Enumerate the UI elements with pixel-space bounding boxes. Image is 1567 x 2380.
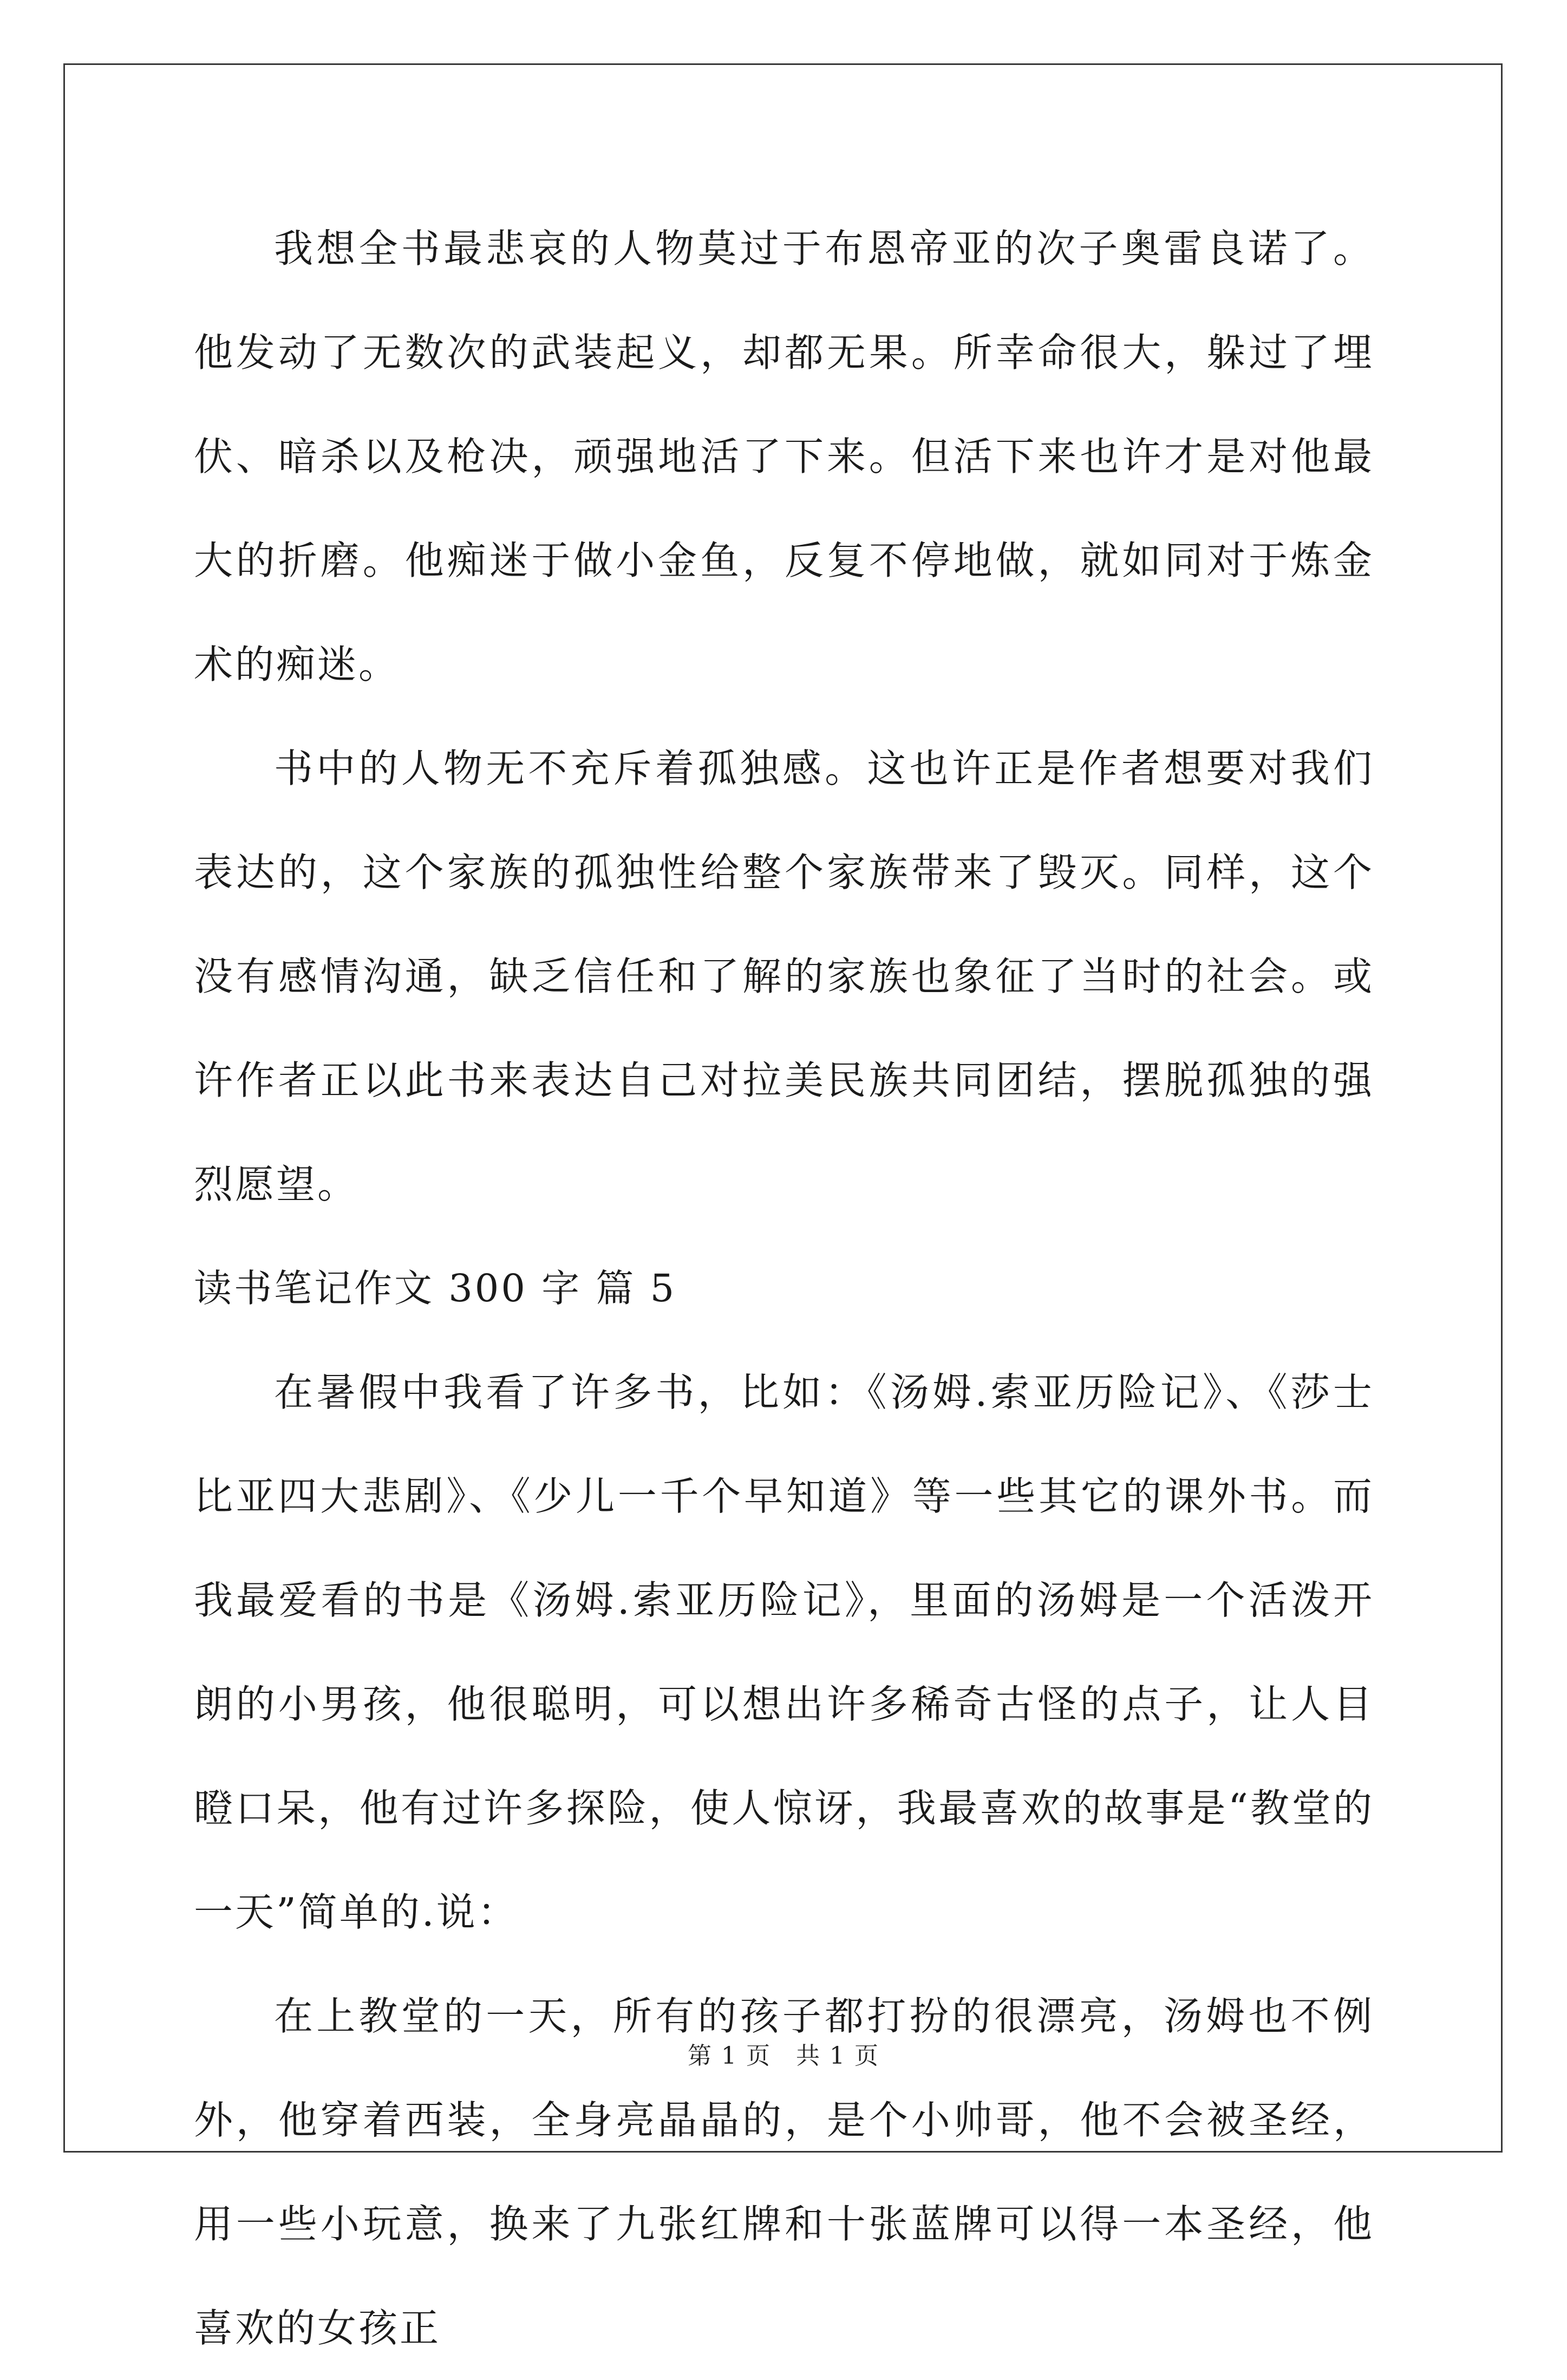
page-number-current: 第 1 页: [688, 2042, 771, 2070]
section-heading: 读书笔记作文 300 字 篇 5: [194, 1266, 677, 1310]
paragraph: 我想全书最悲哀的人物莫过于布恩帝亚的次子奥雷良诺了。他发动了无数次的武装起义，却都无果。所幸命很大，躲过了埋伏、暗杀以及枪决，顽强地活了下来。但活下来也许才是对他最大的折磨。他痴迷于做小金鱼，反复不停地做，就如同对于炼金术的痴迷。: [194, 226, 1374, 687]
paragraph: 书中的人物无不充斥着孤独感。这也许正是作者想要对我们表达的，这个家族的孤独性给整个家族带来了毁灭。同样，这个没有感情沟通，缺乏信任和了解的家族也象征了当时的社会。或许作者正以此书来表达自己对拉美民族共同团结，摆脱孤独的强烈愿望。: [194, 746, 1374, 1207]
page-footer: [0, 2036, 1567, 2071]
paragraph: 在暑假中我看了许多书，比如：《汤姆.索亚历险记》、《莎士比亚四大悲剧》、《少儿一千个早知道》等一些其它的课外书。而我最爱看的书是《汤姆.索亚历险记》，里面的汤姆是一个活泼开朗的小男孩，他很聪明，可以想出许多稀奇古怪的点子，让人目瞪口呆，他有过许多探险，使人惊讶，我最喜欢的故事是“教堂的一天”简单的.说：: [194, 1370, 1374, 1935]
page-number-total: 共 1 页: [796, 2042, 879, 2070]
paragraph: 在上教堂的一天，所有的孩子都打扮的很漂亮，汤姆也不例外，他穿着西装，全身亮晶晶的，是个小帅哥，他不会被圣经，用一些小玩意，换来了九张红牌和十张蓝牌可以得一本圣经，他喜欢的女孩正: [194, 1993, 1374, 2351]
